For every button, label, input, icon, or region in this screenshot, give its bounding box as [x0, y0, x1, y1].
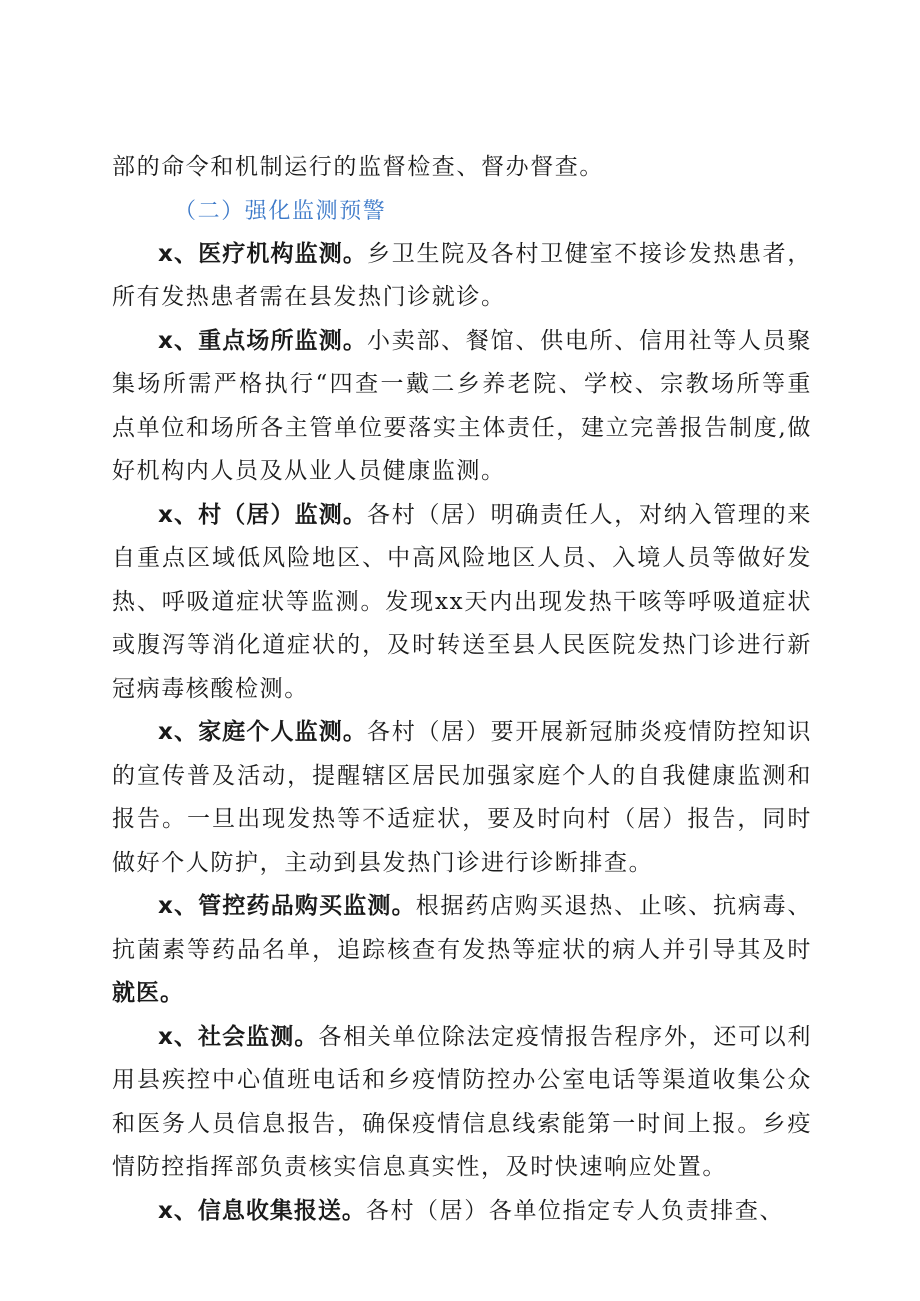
paragraph-body: 根据药店购买退热、止咳、抗病毒、抗菌素等药品名单，追踪核查有发热等症状的病人并引导其及时 [112, 893, 812, 963]
paragraph-tail: 就医。 [112, 980, 184, 1006]
paragraph-body: 乡卫生院及各村卫健室不接诊发热患者，所有发热患者需在县发热门诊就诊。 [112, 240, 812, 310]
paragraph-lead: x、信息收集报送。 [158, 1197, 366, 1224]
paragraph-social [112, 1016, 812, 1190]
paragraph-lead: x、医疗机构监测。 [158, 240, 367, 267]
paragraph-body: 各相关单位除法定疫情报告程序外，还可以利用县疾控中心值班电话和乡疫情防控办公室电话等渠道收集公众和医务人员信息报告，确保疫情信息线索能第一时间上报。乡疫情防控指挥部负责核实信息真实性，及时快速响应处置。 [112, 1023, 812, 1180]
paragraph-lead: x、家庭个人监测。 [158, 719, 367, 745]
paragraph-body: 各村（居）明确责任人，对纳入管理的来自重点区域低风险地区、中高风险地区人员、入境人员等做好发热、呼吸道症状等监测。发现xx天内出现发热干咳等呼吸道症状或腹泻等消化道症状的，及时转送至县人民医院发热门诊进行新冠病毒核酸检测。 [112, 501, 812, 702]
paragraph-lead: x、重点场所监测。 [158, 327, 367, 354]
paragraph-body: 各村（居）要开展新冠肺炎疫情防控知识的宣传普及活动，提醒辖区居民加强家庭个人的自我健康监测和报告。一旦出现发热等不适症状，要及时向村（居）报告，同时做好个人防护，主动到县发热门诊进行诊断排查。 [112, 719, 812, 876]
paragraph-medical-institutions [112, 233, 812, 320]
paragraph-drug-purchase [112, 885, 812, 1016]
paragraph-body: 各村（居）各单位指定专人负责排查、 [365, 1197, 785, 1224]
paragraph-lead: x、村（居）监测。 [158, 501, 367, 528]
paragraph-key-venues [112, 320, 812, 494]
paragraph-lead: x、管控药品购买监测。 [158, 893, 416, 919]
document-body [112, 146, 812, 1233]
paragraph-body: 小卖部、餐馆、供电所、信用社等人员聚集场所需严格执行“四查一戴二乡养老院、学校、宗教场所等重点单位和场所各主管单位要落实主体责任，建立完善报告制度,做好机构内人员及从业人员健康监测。 [112, 327, 812, 484]
paragraph-household [112, 711, 812, 885]
paragraph-info-reporting [112, 1190, 812, 1234]
paragraph-village [112, 494, 812, 712]
paragraph-lead: x、社会监测。 [158, 1023, 319, 1050]
continuation-paragraph: 部的命令和机制运行的监督检查、督办督查。 [112, 154, 604, 180]
section-heading: （二）强化监测预警 [174, 198, 387, 224]
